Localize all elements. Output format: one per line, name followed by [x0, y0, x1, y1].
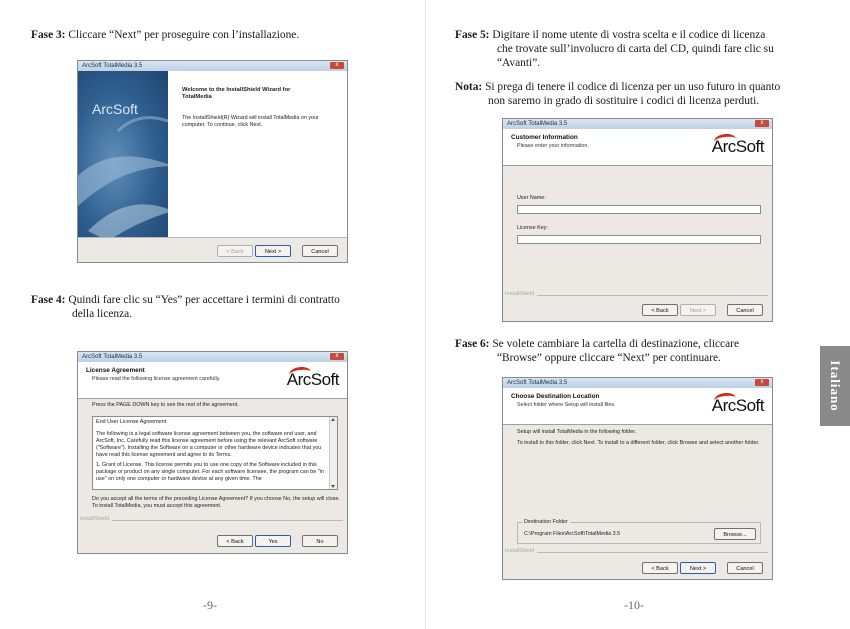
- step-6-instruction: [455, 337, 739, 365]
- arcsoft-logo: ArcSoft: [711, 396, 764, 415]
- license-instruction: Press the PAGE DOWN key to see the rest of the agreement.: [92, 402, 239, 408]
- dialog-header: [78, 362, 347, 399]
- license-box-title: End User License Agreement: [96, 419, 167, 425]
- welcome-body: The InstallShield(R) Wizard will install TotalMedia on your computer. To continue, click Next.: [182, 115, 319, 128]
- user-name-input[interactable]: [517, 205, 761, 214]
- note-label: Nota:: [455, 81, 483, 93]
- dialog-title: ArcSoft TotalMedia 3.5: [82, 63, 143, 69]
- scroll-up-icon[interactable]: [331, 418, 335, 421]
- cancel-button[interactable]: Cancel: [727, 562, 763, 574]
- step-4-instruction: [31, 293, 340, 321]
- page-number-left: -9-: [203, 598, 217, 612]
- step-4-label: Fase 4:: [31, 294, 66, 306]
- right-page: [425, 0, 850, 629]
- decorative-swirl-icon: [78, 71, 168, 237]
- step-6-label: Fase 6:: [455, 338, 490, 350]
- customer-info-dialog: [502, 118, 773, 322]
- language-side-tab: [820, 346, 850, 426]
- step-3-instruction: [31, 28, 299, 42]
- arcsoft-logo-watermark: ArcSoft: [92, 101, 138, 117]
- step-6-line2: “Browse” oppure cliccare “Next” per continuare.: [497, 352, 721, 364]
- back-button[interactable]: < Back: [217, 245, 253, 257]
- user-name-label: User Name:: [517, 195, 546, 201]
- license-key-label: License Key:: [517, 225, 548, 231]
- note-line1: Si prega di tenere il codice di licenza per un uso futuro in quanto: [485, 81, 781, 93]
- welcome-heading: Welcome to the InstallShield Wizard for TotalMedia: [182, 87, 291, 100]
- license-paragraph-2: 1. Grant of License. This license permits you to use one copy of the Software included in this package or product on any single computer. For each software licensee, the program can be "in use" on only one computer or hardware device at any given time. The: [96, 462, 324, 482]
- header-subtitle: Please read the following license agreement carefully.: [92, 376, 221, 382]
- yes-button[interactable]: Yes: [255, 535, 291, 547]
- back-button[interactable]: < Back: [642, 304, 678, 316]
- wizard-content: [168, 71, 347, 237]
- header-subtitle: Select folder where Setup will install files.: [517, 402, 616, 408]
- destination-folder-label: Destination Folder: [524, 519, 568, 525]
- install-info-line1: Setup will install TotalMedia in the following folder.: [517, 429, 637, 435]
- installshield-label: InstallShield: [80, 516, 110, 522]
- step-6-line1: Se volete cambiare la cartella di destinazione, cliccare: [492, 338, 740, 350]
- next-button[interactable]: Next >: [255, 245, 291, 257]
- license-paragraph-1: The following is a legal software license agreement between you, the software end user, and ArcSoft, Inc. Carefully read this license agreement before using the relevant ArcSoft software ("Software"). Installing the Software on a computer or other hardware device indicates that you have read this license agreement and agree to its Terms.: [96, 431, 322, 458]
- note-line2: non saremo in grado di sostituire i codici di licenza perduti.: [488, 95, 760, 107]
- back-button[interactable]: < Back: [642, 562, 678, 574]
- language-tab-label: Italiano: [828, 360, 843, 412]
- accept-question: Do you accept all the terms of the preceding License Agreement? If you choose No, the setup will close. To install TotalMedia, you must accept this agreement.: [92, 496, 340, 509]
- close-icon[interactable]: x: [330, 353, 344, 360]
- step-5-line3: “Avanti”.: [497, 57, 541, 69]
- page-number-right: -10-: [624, 598, 644, 612]
- license-text-box[interactable]: [92, 416, 338, 490]
- dialog-title: ArcSoft TotalMedia 3.5: [507, 121, 568, 127]
- back-button[interactable]: < Back: [217, 535, 253, 547]
- dialog-header: [503, 129, 772, 166]
- browse-button[interactable]: Browse...: [714, 528, 756, 540]
- header-title: Choose Destination Location: [511, 393, 600, 400]
- installshield-label: InstallShield: [505, 291, 535, 297]
- next-button[interactable]: Next >: [680, 562, 716, 574]
- destination-dialog: [502, 377, 773, 580]
- step-4-line1: Quindi fare clic su “Yes” per accettare i termini di contratto: [68, 294, 340, 306]
- step-4-line2: della licenza.: [72, 308, 133, 320]
- close-icon[interactable]: x: [330, 62, 344, 69]
- close-icon[interactable]: x: [755, 120, 769, 127]
- step-5-label: Fase 5:: [455, 29, 490, 41]
- step-5-instruction: [455, 28, 774, 70]
- note-text: [455, 80, 780, 108]
- next-button[interactable]: Next >: [680, 304, 716, 316]
- destination-folder-path: C:\Program Files\ArcSoft\TotalMedia 3.5: [524, 531, 621, 537]
- dialog-header: [503, 388, 772, 425]
- close-icon[interactable]: x: [755, 379, 769, 386]
- license-key-input[interactable]: [517, 235, 761, 244]
- scroll-down-icon[interactable]: [331, 485, 335, 488]
- arcsoft-logo: ArcSoft: [286, 370, 339, 389]
- cancel-button[interactable]: Cancel: [302, 245, 338, 257]
- install-info-line2: To install to this folder, click Next. To install to a different folder, click Browse and select another folder.: [517, 440, 760, 446]
- step-3-label: Fase 3:: [31, 29, 66, 41]
- header-title: License Agreement: [86, 367, 145, 374]
- dialog-title: ArcSoft TotalMedia 3.5: [82, 354, 143, 360]
- welcome-dialog: [77, 60, 348, 263]
- dialog-title: ArcSoft TotalMedia 3.5: [507, 380, 568, 386]
- step-5-line2: che trovate sull’involucro di carta del CD, quindi fare clic su: [497, 43, 774, 55]
- step-5-line1: Digitare il nome utente di vostra scelta e il codice di licenza: [492, 29, 766, 41]
- arcsoft-logo: ArcSoft: [711, 137, 764, 156]
- wizard-side-art: [78, 71, 168, 237]
- installshield-label: InstallShield: [505, 548, 535, 554]
- step-3-text: Cliccare “Next” per proseguire con l’installazione.: [68, 29, 300, 41]
- header-subtitle: Please enter your information.: [517, 143, 589, 149]
- cancel-button[interactable]: Cancel: [727, 304, 763, 316]
- license-dialog: [77, 351, 348, 554]
- destination-folder-group: [517, 519, 761, 544]
- no-button[interactable]: No: [302, 535, 338, 547]
- scrollbar[interactable]: [329, 417, 337, 489]
- header-title: Customer Information: [511, 134, 578, 141]
